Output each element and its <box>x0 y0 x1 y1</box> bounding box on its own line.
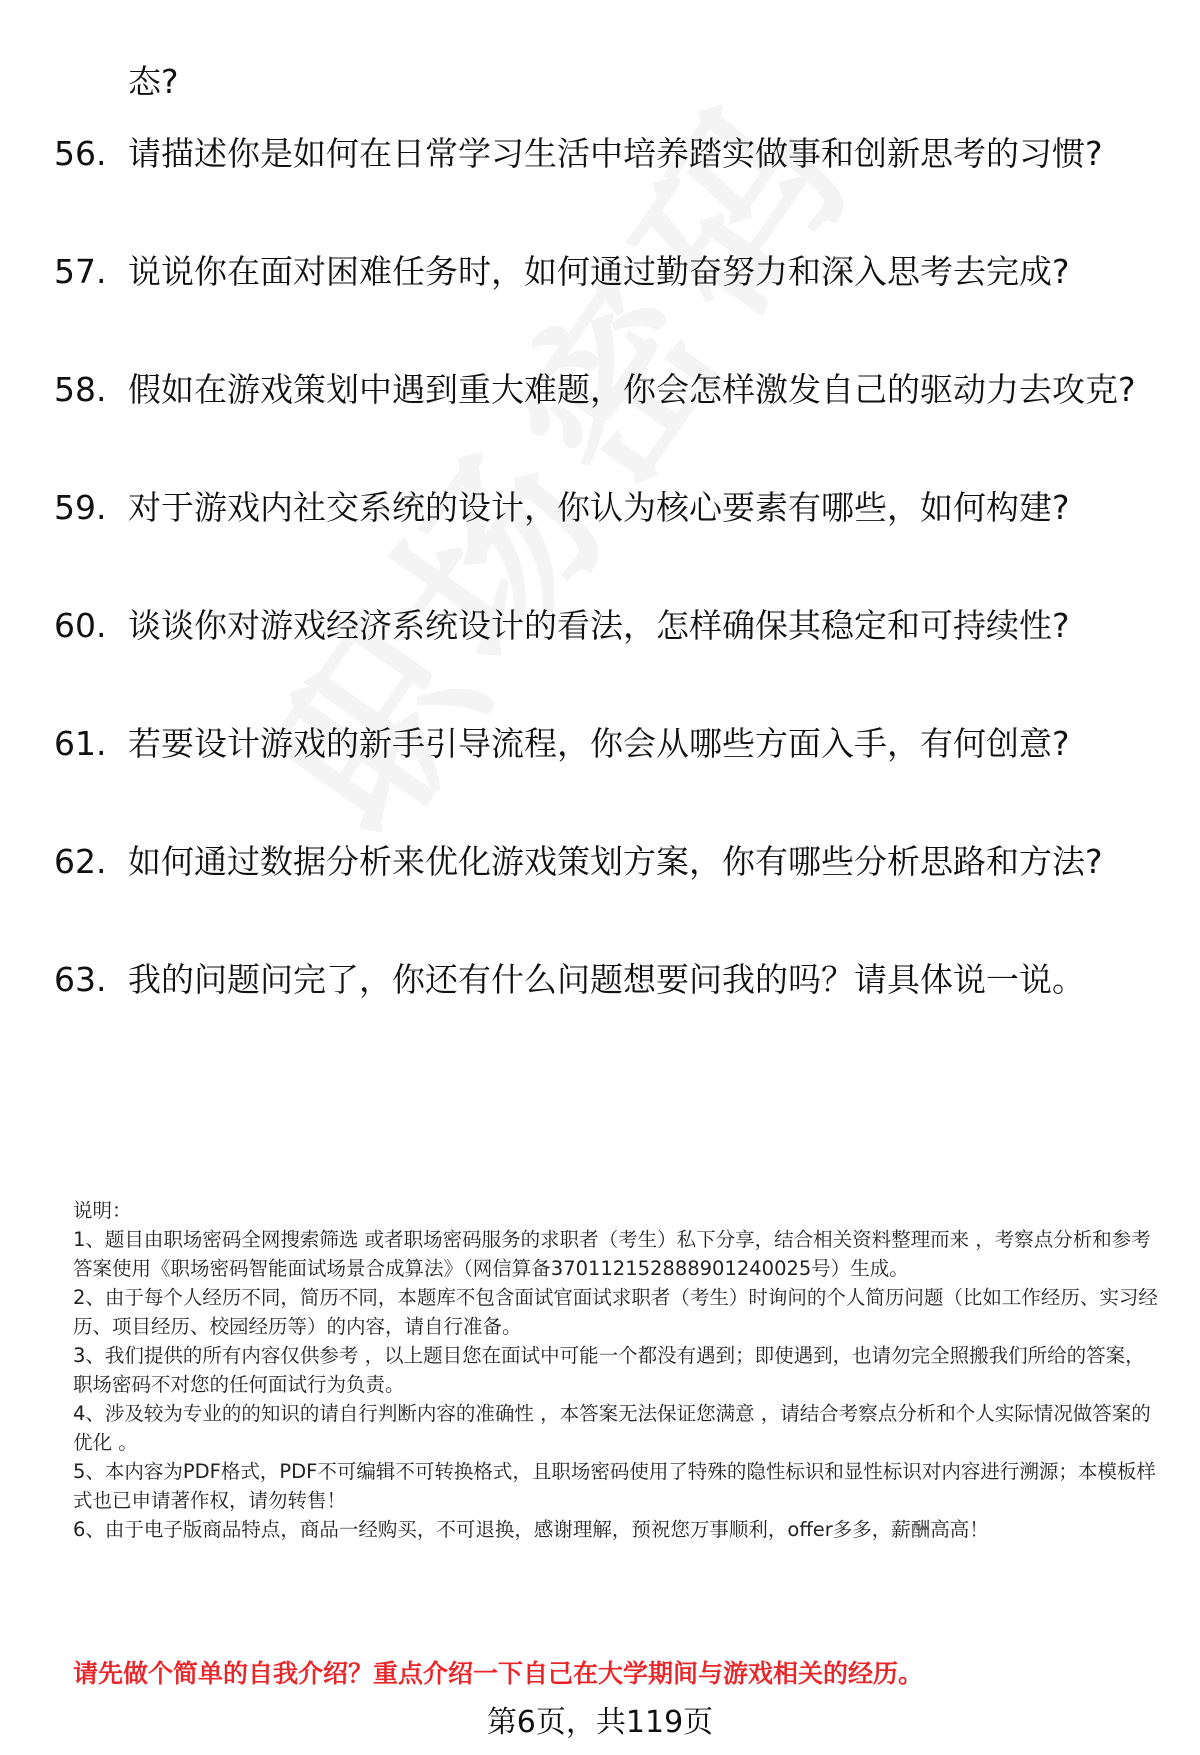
note-item: 5、本内容为PDF格式，PDF不可编辑不可转换格式，且职场密码使用了特殊的隐性标识和显性标识对内容进行溯源；本模板样式也已申请著作权，请勿转售！ <box>73 1460 1156 1512</box>
question-text: 对于游戏内社交系统的设计，你认为核心要素有哪些，如何构建? <box>128 488 1070 527</box>
question-number: 59. <box>54 488 107 527</box>
note-item: 1、题目由职场密码全网搜索筛选 或者职场密码服务的求职者（考生）私下分享，结合相关资料整理而来 ，考察点分析和参考答案使用《职场密码智能面试场景合成算法》（网信算备370112152888901240025号）生成。 <box>73 1228 1151 1280</box>
note-item: 6、由于电子版商品特点，商品一经购买，不可退换，感谢理解，预祝您万事顺利，offer多多，薪酬高高！ <box>73 1518 989 1541</box>
question-continuation <box>54 58 1164 105</box>
highlight-question: 请先做个简单的自我介绍？重点介绍一下自己在大学期间与游戏相关的经历。 <box>73 1659 924 1688</box>
question-text: 如何通过数据分析来优化游戏策划方案，你有哪些分析思路和方法? <box>128 842 1103 881</box>
note-item: 4、涉及较为专业的的知识的请自行判断内容的准确性 ，本答案无法保证您满意 ，请结合考察点分析和个人实际情况做答案的优化 。 <box>73 1402 1151 1454</box>
question-item <box>54 720 1104 767</box>
question-text: 说说你在面对困难任务时，如何通过勤奋努力和深入思考去完成? <box>128 252 1070 291</box>
question-number: 62. <box>54 842 107 881</box>
question-item <box>54 248 1104 295</box>
note-item: 3、我们提供的所有内容仅供参考 ，以上题目您在面试中可能一个都没有遇到；即使遇到，也请勿完全照搬我们所给的答案，职场密码不对您的任何面试行为负责。 <box>73 1344 1145 1396</box>
question-number: 63. <box>54 960 107 999</box>
question-text: 态? <box>128 62 179 101</box>
question-text: 谈谈你对游戏经济系统设计的看法，怎样确保其稳定和可持续性? <box>128 606 1070 645</box>
question-number: 58. <box>54 370 107 409</box>
question-item <box>54 956 1104 1003</box>
question-text: 请描述你是如何在日常学习生活中培养踏实做事和创新思考的习惯? <box>128 134 1103 173</box>
notes-title: 说明： <box>73 1199 132 1222</box>
question-item <box>54 838 1144 885</box>
question-item <box>54 602 1104 649</box>
question-text: 若要设计游戏的新手引导流程，你会从哪些方面入手，有何创意? <box>128 724 1070 763</box>
note-item: 2、由于每个人经历不同，简历不同，本题库不包含面试官面试求职者（考生）时询问的个人简历问题（比如工作经历、实习经历、项目经历、校园经历等）的内容，请自行准备。 <box>73 1286 1158 1338</box>
question-number: 56. <box>54 134 107 173</box>
question-number: 61. <box>54 724 107 763</box>
question-item <box>54 130 1144 177</box>
question-number: 57. <box>54 252 107 291</box>
disclaimer-notes <box>73 1196 1163 1544</box>
question-item <box>54 484 1104 531</box>
question-text: 假如在游戏策划中遇到重大难题，你会怎样激发自己的驱动力去攻克? <box>128 370 1136 409</box>
question-number: 60. <box>54 606 107 645</box>
question-text: 我的问题问完了，你还有什么问题想要问我的吗？请具体说一说。 <box>128 960 1085 999</box>
question-item <box>54 366 1144 413</box>
page-number: 第6页，共119页 <box>486 1705 714 1740</box>
